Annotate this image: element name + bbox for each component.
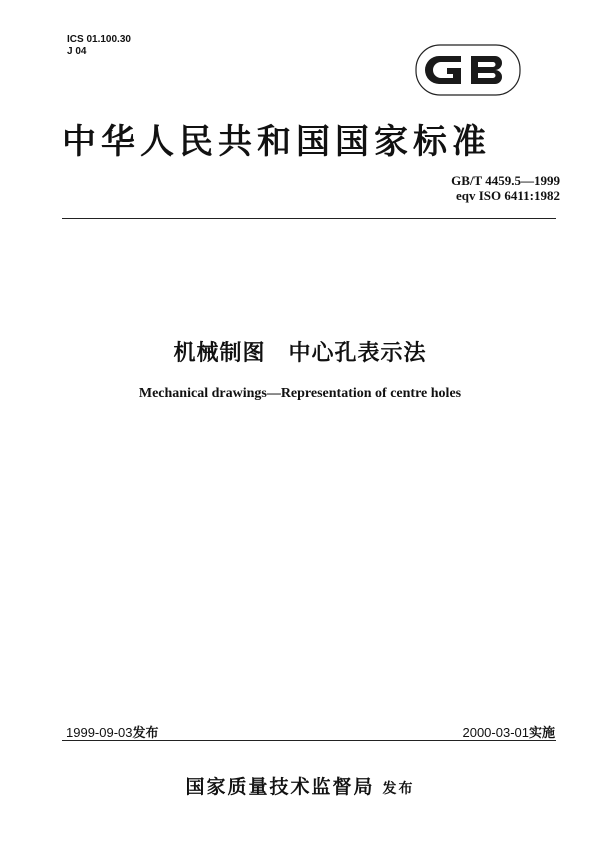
gb-logo-icon xyxy=(415,44,521,96)
classification-codes xyxy=(67,34,131,58)
effective-date: 2000-03-01 xyxy=(462,725,529,740)
issue-date-label: 发布 xyxy=(132,726,159,741)
document-title-en: Mechanical drawings—Representation of centre holes xyxy=(138,386,462,401)
issuer-block xyxy=(0,772,600,799)
equivalent-standard: eqv ISO 6411:1982 xyxy=(455,188,560,203)
bottom-divider xyxy=(62,740,556,741)
issue-date: 1999-09-03 xyxy=(66,725,133,740)
issue-date-block xyxy=(66,722,159,741)
ics-code: ICS 01.100.30 xyxy=(67,34,131,45)
standard-number-block xyxy=(340,173,560,203)
top-divider xyxy=(62,218,556,219)
issuing-organization: 国家质量技术监督局 xyxy=(185,776,375,798)
gb-logo xyxy=(415,44,521,96)
standard-number: GB/T 4459.5—1999 xyxy=(451,173,560,188)
effective-date-block xyxy=(462,722,555,741)
document-title-cn: 机械制图 中心孔表示法 xyxy=(173,341,427,366)
standard-title: 中华人民共和国国家标准 xyxy=(62,122,491,162)
effective-date-label: 实施 xyxy=(528,726,555,741)
issuer-action: 发布 xyxy=(382,781,415,797)
ccs-code: J 04 xyxy=(67,46,87,57)
